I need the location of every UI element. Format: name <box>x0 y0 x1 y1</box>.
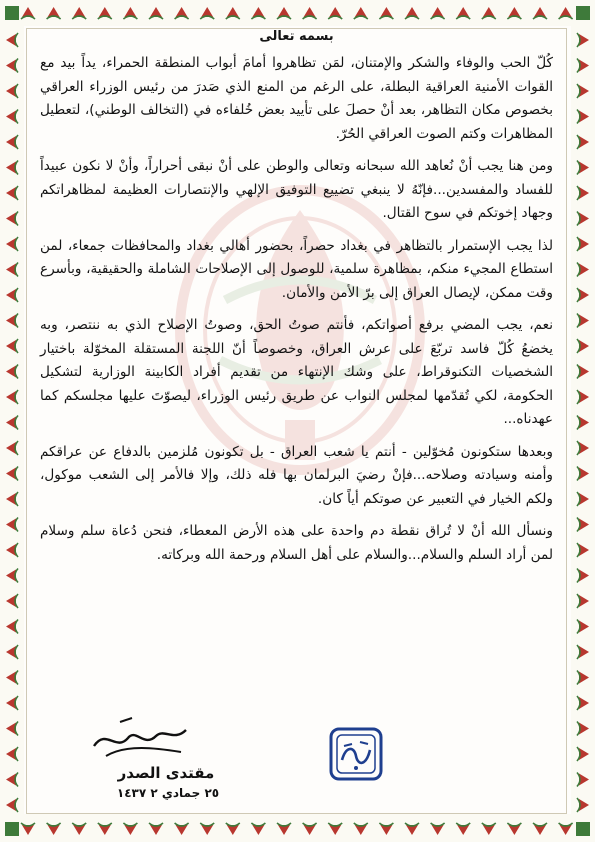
ornament-motif <box>577 59 589 73</box>
ornament-motif <box>6 467 18 481</box>
ornament-motif <box>577 492 589 506</box>
ornament-corner <box>5 822 19 836</box>
ornament-motif <box>149 823 163 835</box>
ornament-motif <box>354 823 368 835</box>
ornament-motif <box>577 671 589 685</box>
ornament-motif <box>456 823 470 835</box>
ornament-motif <box>123 7 137 19</box>
ornament-motif <box>6 161 18 175</box>
ornament-motif <box>6 365 18 379</box>
ornament-motif <box>577 441 589 455</box>
ornament-motif <box>577 696 589 710</box>
ornament-motif <box>405 823 419 835</box>
ornament-motif <box>303 823 317 835</box>
ornament-motif <box>577 84 589 98</box>
ornament-motif <box>6 594 18 608</box>
ornament-motif <box>200 7 214 19</box>
ornament-motif <box>577 263 589 277</box>
ornament-motif <box>6 263 18 277</box>
ornament-motif <box>6 212 18 226</box>
ornament-motif <box>577 314 589 328</box>
paragraph-2: ومن هنا يجب أنْ نُعاهد الله سبحانه وتعالى والوطن على أنْ نبقى أحراراً، وأنْ لا نكون عبيداً للفساد والمفسدين...فإنّهُ لا ينبغي تضييع التوفيق الإلهي والإنتصارات العظيمة لمظاهراتكم وجهاد إخوتكم في سوح القتال. <box>40 158 553 221</box>
signatory-name: مقتدى الصدر <box>117 764 215 782</box>
ornament-motif <box>577 594 589 608</box>
ornament-motif <box>6 186 18 200</box>
ornament-motif <box>175 823 189 835</box>
ornament-motif <box>577 288 589 302</box>
ornament-motif <box>533 7 547 19</box>
signature-date: ٢٥ جمادي ٢ ١٤٣٧ <box>116 786 220 800</box>
ornament-motif <box>577 186 589 200</box>
ornament-motif <box>431 823 445 835</box>
ornament-motif <box>98 7 112 19</box>
ornament-motif <box>6 33 18 47</box>
ornament-motif <box>577 390 589 404</box>
ornament-motif <box>482 7 496 19</box>
signature-block <box>78 708 258 808</box>
paragraph-4: نعم، يجب المضي برفع أصواتكم، فأنتم صوتُ الحق، وصوتُ الإصلاح الذي به ننتصر، وبه يخضعُ كُلّ فاسد تربّعَ على عرش العراق، وخصوصاً أنّ اللجنة المستقلة المخوّلة باختيار الشخصيات التكنوقراط، على وشك الإنتهاء من تقديم أفراد الكابينة الوزارية لتشكيل الحكومة، لكي تُقدّمها لمجلس النواب عن طريق رئيس الوزراء، ليصوّتَ عليها مجلسكم كما عهدناه... <box>40 317 553 427</box>
paragraph-6: ونسأل الله أنْ لا تُراق نقطة دم واحدة على هذه الأرض المعطاء، فنحن دُعاة سلم وسلام لمن أراد السلم والسلام...والسلام على أهل السلام ورحمة الله وبركاته. <box>40 523 553 563</box>
ornament-motif <box>72 823 86 835</box>
ornament-motif <box>6 390 18 404</box>
ornament-corner <box>5 6 19 20</box>
ornament-motif <box>577 467 589 481</box>
ornament-motif <box>559 7 573 19</box>
ornament-motif <box>405 7 419 19</box>
ornament-motif <box>577 416 589 430</box>
ornament-motif <box>577 747 589 761</box>
ornament-motif <box>577 110 589 124</box>
ornament-motif <box>303 7 317 19</box>
ornament-corner <box>576 822 590 836</box>
ornament-motif <box>47 823 61 835</box>
ornament-motif <box>6 773 18 787</box>
ornament-motif <box>226 823 240 835</box>
document-heading: بسمه تعالى <box>259 29 334 44</box>
ornament-motif <box>6 84 18 98</box>
ornament-motif <box>6 696 18 710</box>
ornament-motif <box>577 620 589 634</box>
ornament-motif <box>149 7 163 19</box>
ornament-motif <box>251 823 265 835</box>
ornament-motif <box>328 823 342 835</box>
ornament-motif <box>6 237 18 251</box>
ornament-motif <box>72 7 86 19</box>
ornament-motif <box>533 823 547 835</box>
ornament-motif <box>456 7 470 19</box>
ornament-motif <box>6 110 18 124</box>
ornament-motif <box>577 543 589 557</box>
ornament-motif <box>6 518 18 532</box>
ornament-motif <box>6 492 18 506</box>
ornament-motif <box>6 722 18 736</box>
ornament-motif <box>277 7 291 19</box>
ornament-motif <box>577 645 589 659</box>
ornament-motif <box>577 798 589 812</box>
ornament-corner <box>576 6 590 20</box>
ornament-motif <box>577 773 589 787</box>
ornament-motif <box>577 135 589 149</box>
ornament-motif <box>6 288 18 302</box>
ornament-motif <box>559 823 573 835</box>
ornament-motif <box>277 823 291 835</box>
ornament-motif <box>577 365 589 379</box>
ornament-motif <box>379 7 393 19</box>
ornament-motif <box>6 798 18 812</box>
ornament-motif <box>6 416 18 430</box>
ornament-motif <box>577 722 589 736</box>
ornament-motif <box>6 569 18 583</box>
ornament-motif <box>507 7 521 19</box>
ornament-motif <box>577 237 589 251</box>
ornament-motif <box>6 135 18 149</box>
letter-body <box>40 28 553 576</box>
ornament-motif <box>47 7 61 19</box>
handwritten-signature-icon <box>86 708 196 763</box>
ornament-motif <box>379 823 393 835</box>
ornament-motif <box>200 823 214 835</box>
ornament-motif <box>6 645 18 659</box>
ornament-motif <box>226 7 240 19</box>
ornament-motif <box>328 7 342 19</box>
ornament-motif <box>6 59 18 73</box>
ornament-motif <box>577 212 589 226</box>
ornament-motif <box>21 823 35 835</box>
ornament-motif <box>577 339 589 353</box>
ornament-motif <box>6 441 18 455</box>
ornament-motif <box>6 543 18 557</box>
ornament-motif <box>251 7 265 19</box>
ornament-motif <box>577 569 589 583</box>
ornament-motif <box>123 823 137 835</box>
ornament-motif <box>6 314 18 328</box>
ornament-motif <box>6 620 18 634</box>
ornament-motif <box>21 7 35 19</box>
ornament-motif <box>482 823 496 835</box>
paragraph-3: لذا يجب الإستمرار بالتظاهر في بغداد حصراً، بحضور أهالي بغداد والمحافظات جمعاء، لمن استطاع المجيء منكم، بمظاهرة سلمية، للوصول إلى الإصلاحات الشاملة والحقيقية، وبأسرع وقت ممكن، لإيصال العراق إلى برّ الأمن والأمان. <box>40 237 553 301</box>
ornament-motif <box>6 671 18 685</box>
ornament-motif <box>354 7 368 19</box>
ornament-motif <box>6 339 18 353</box>
ornament-motif <box>507 823 521 835</box>
ornament-motif <box>6 747 18 761</box>
ornament-motif <box>98 823 112 835</box>
ornament-motif <box>431 7 445 19</box>
ornament-motif <box>175 7 189 19</box>
office-seal-icon <box>328 726 384 782</box>
ornament-motif <box>577 161 589 175</box>
paragraph-1: كُلّ الحب والوفاء والشكر والإمتنان، لمَن تظاهروا أمامَ أبواب المنطقة الحمراء، يداً بيد مع القوات الأمنية العراقية البطلة، على الرغم من المنع الذي صَدرَ من رئيس الوزراء العراقي بخصوص مكان التظاهر، بعد أنْ حصلَ على تأييد بعض خُلفاءه في (التخالف الوطني)، لتعطيل المظاهرات وكتم الصوت العراقي الحُرّ. <box>40 55 553 142</box>
ornament-motif <box>577 518 589 532</box>
paragraph-5: وبعدها ستكونون مُخوّلين - أنتم يا شعب العراق - بل تكونون مُلزمين بالدفاع عن عراقكم وأمنه وسيادته وصلاحه...فإنْ رضيَ البرلمان بها فله ذلك، وإلا فالأمر إلى الشعب موكول، ولكم الخيار في التعبير عن صوتكم أياً كان. <box>40 443 553 507</box>
ornament-motif <box>577 33 589 47</box>
